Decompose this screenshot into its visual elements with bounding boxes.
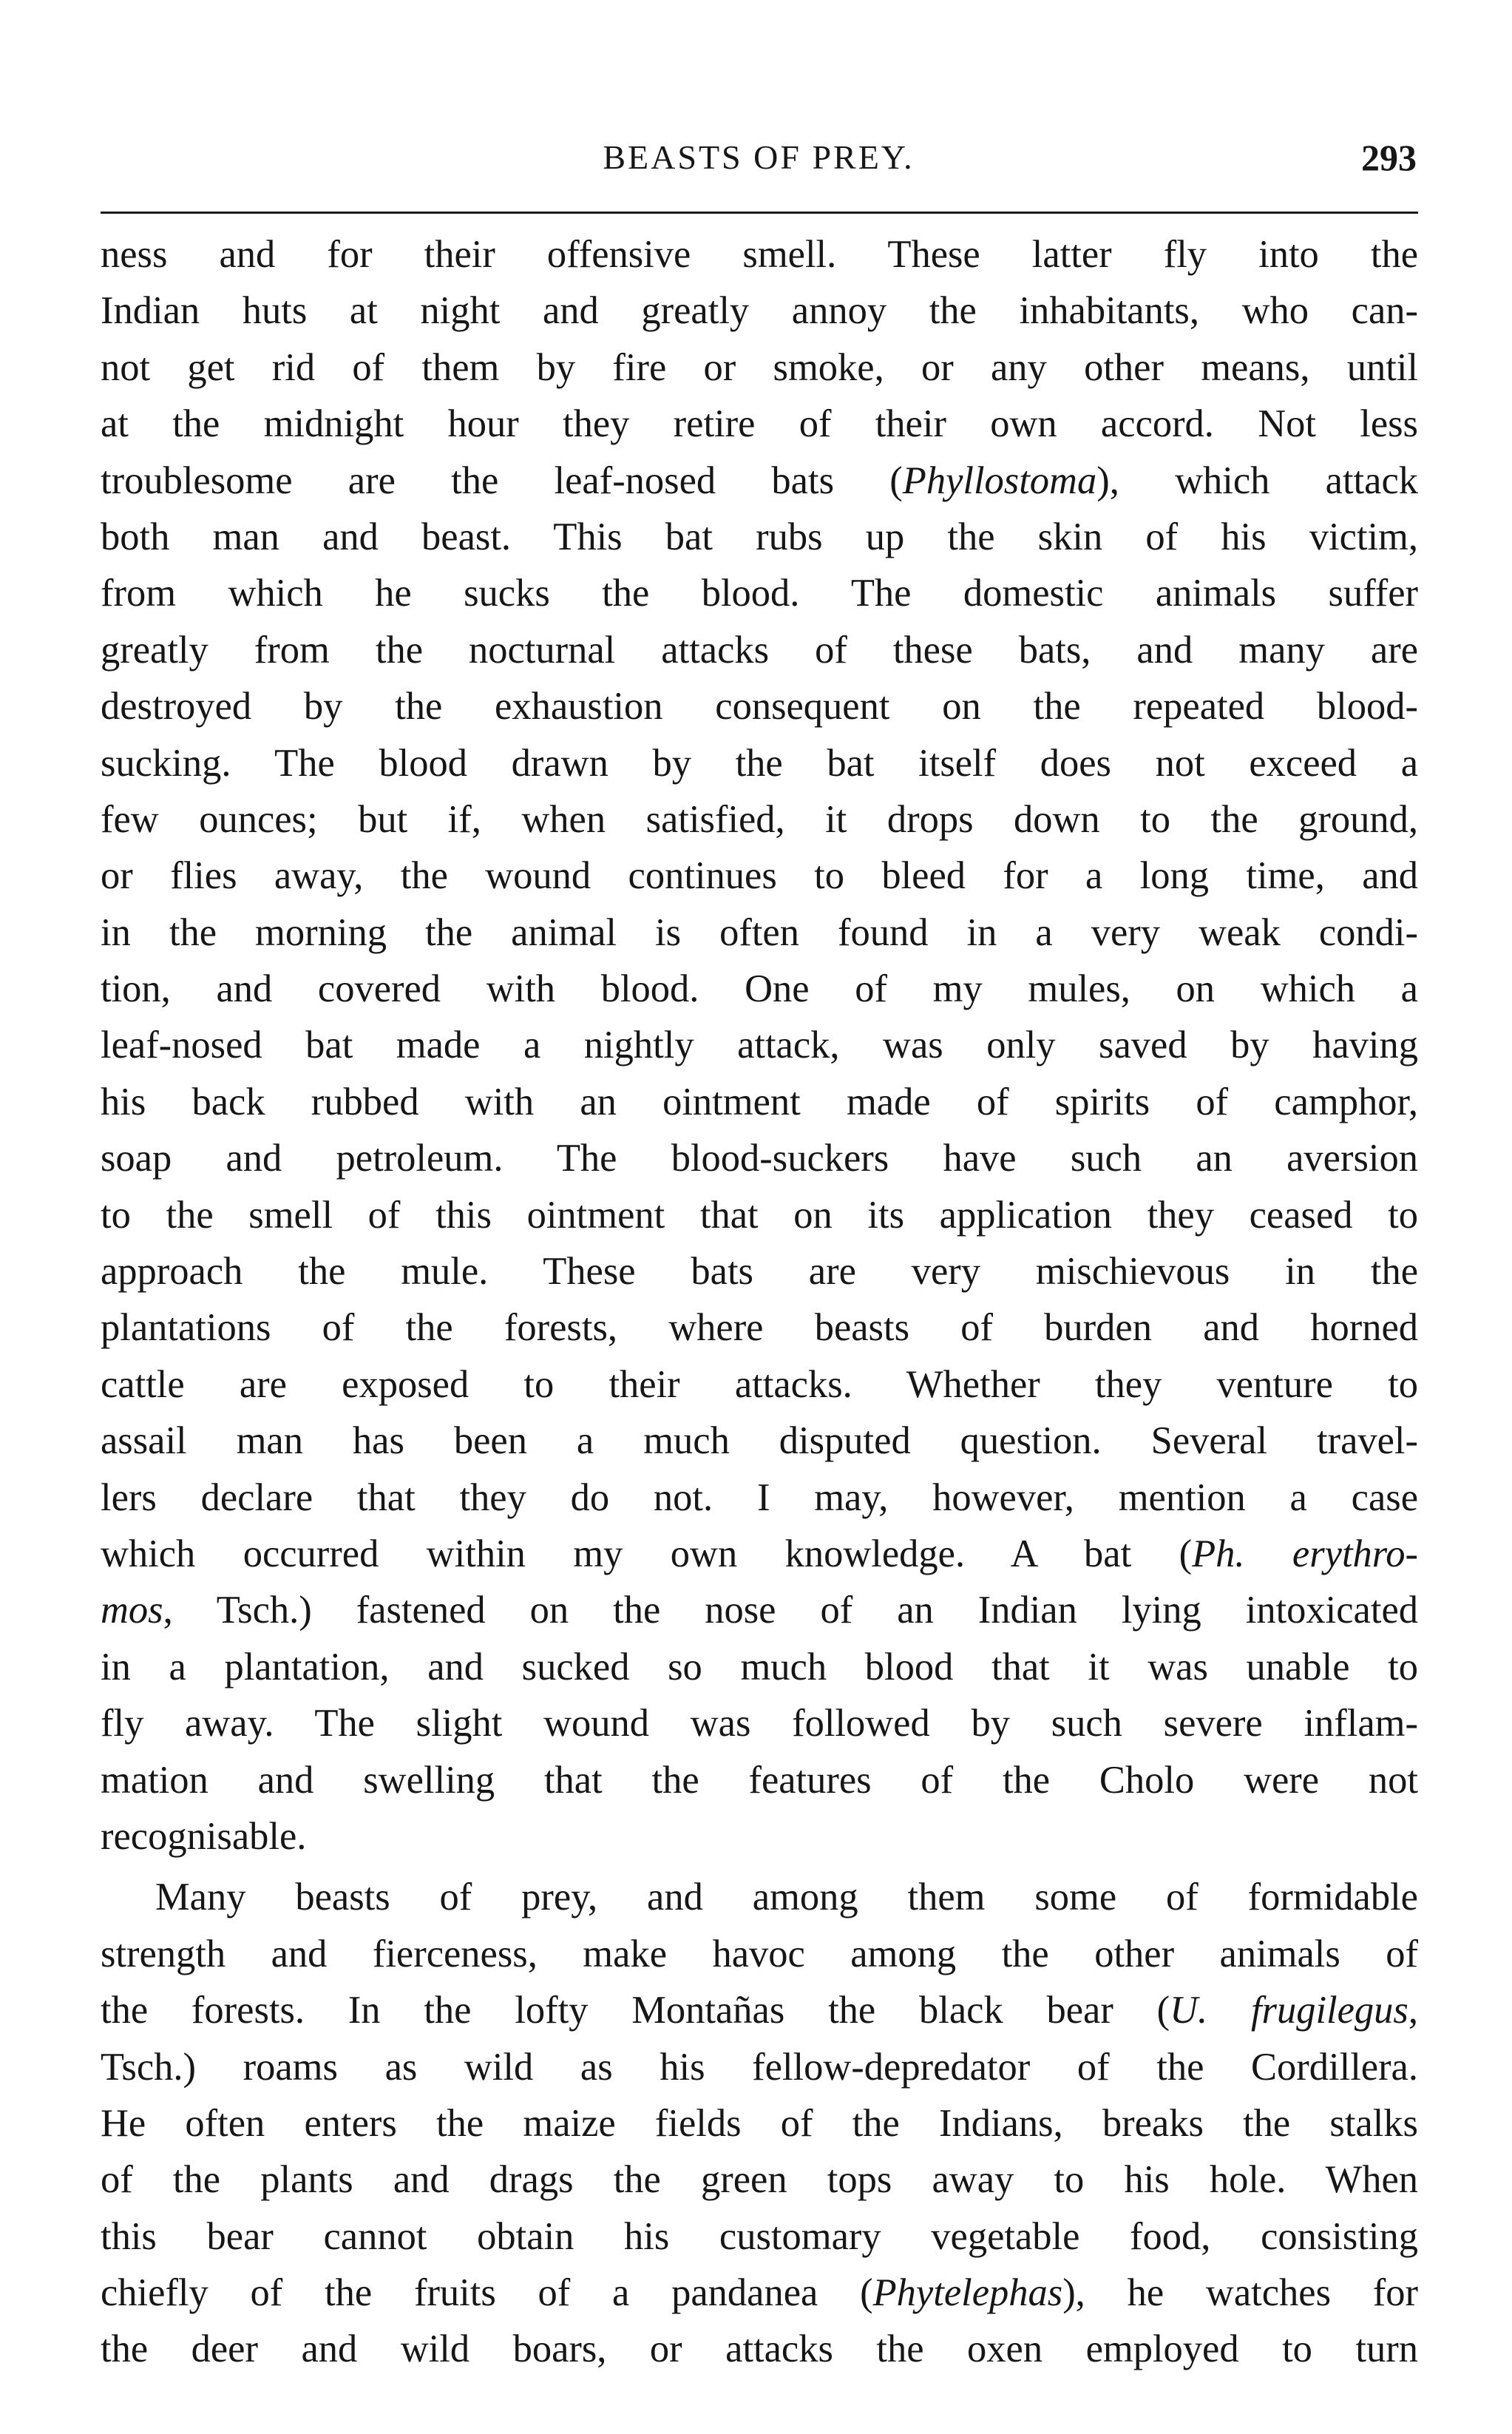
text-line: assail man has been a much disputed question. Several travel-: [101, 1419, 1418, 1463]
text-line: destroyed by the exhaustion consequent on the repeated blood-: [101, 685, 1418, 728]
text-line: fly away. The slight wound was followed by such severe inflam-: [101, 1702, 1418, 1745]
text-line: strength and fierceness, make havoc among the other animals of: [101, 1932, 1418, 1975]
text-line: greatly from the nocturnal attacks of these bats, and many are: [101, 628, 1418, 672]
text-line: few ounces; but if, when satisfied, it drops down to the ground,: [101, 797, 1418, 841]
text-line: to the smell of this ointment that on its application they ceased to: [101, 1193, 1418, 1237]
text-line: troublesome are the leaf-nosed bats (Phyllostoma), which attack: [101, 459, 1418, 502]
text-line: in a plantation, and sucked so much blood that it was unable to: [101, 1645, 1418, 1688]
text-line: or flies away, the wound continues to bleed for a long time, and: [101, 854, 1418, 898]
text-line: Indian huts at night and greatly annoy the inhabitants, who can-: [101, 289, 1418, 333]
text-line: soap and petroleum. The blood-suckers have such an aversion: [101, 1137, 1418, 1180]
text-line: of the plants and drags the green tops away to his hole. When: [101, 2158, 1418, 2202]
text-line: from which he sucks the blood. The domestic animals suffer: [101, 572, 1418, 615]
header-rule: [101, 212, 1418, 214]
page-number: 293: [1361, 137, 1417, 178]
paragraph-bats: [101, 226, 1418, 1865]
text-line: at the midnight hour they retire of their own accord. Not less: [101, 402, 1418, 446]
text-line: tion, and covered with blood. One of my mules, on which a: [101, 967, 1418, 1011]
text-line: Tsch.) roams as wild as his fellow-depredator of the Cordillera.: [101, 2045, 1418, 2089]
text-line: He often enters the maize fields of the Indians, breaks the stalks: [101, 2101, 1418, 2145]
text-line: not get rid of them by fire or smoke, or any other means, until: [101, 345, 1418, 389]
text-line: recognisable.: [101, 1814, 307, 1858]
text-line: ness and for their offensive smell. These latter fly into the: [101, 233, 1418, 276]
text-line: sucking. The blood drawn by the bat itself does not exceed a: [101, 741, 1418, 785]
text-line: mos, Tsch.) fastened on the nose of an Indian lying intoxicated: [101, 1589, 1418, 1632]
text-line: leaf-nosed bat made a nightly attack, was only saved by having: [101, 1024, 1418, 1067]
text-line: mation and swelling that the features of the Cholo were not: [101, 1758, 1418, 1802]
text-line: cattle are exposed to their attacks. Whether they venture to: [101, 1362, 1418, 1406]
paragraph-beasts-of-prey: [101, 1869, 1418, 2378]
text-line: lers declare that they do not. I may, however, mention a case: [101, 1475, 1418, 1519]
text-line: which occurred within my own knowledge. A bat (Ph. erythro-: [101, 1532, 1418, 1575]
text-line: chiefly of the fruits of a pandanea (Phytelephas), he watches for: [101, 2271, 1418, 2315]
text-line: plantations of the forests, where beasts of burden and horned: [101, 1306, 1418, 1350]
text-line: Many beasts of prey, and among them some of formidable: [155, 1876, 1418, 1919]
running-title: BEASTS OF PREY.: [603, 138, 915, 176]
text-line: approach the mule. These bats are very mischievous in the: [101, 1250, 1418, 1294]
text-line: in the morning the animal is often found in a very weak condi-: [101, 910, 1418, 954]
text-line: the forests. In the lofty Montañas the black bear (U. frugilegus,: [101, 1989, 1418, 2032]
text-line: the deer and wild boars, or attacks the oxen employed to turn: [101, 2327, 1418, 2371]
text-line: this bear cannot obtain his customary vegetable food, consisting: [101, 2214, 1418, 2258]
text-line: his back rubbed with an ointment made of spirits of camphor,: [101, 1080, 1418, 1123]
running-header: [101, 132, 1417, 183]
body-text: [101, 226, 1418, 2378]
text-line: both man and beast. This bat rubs up the skin of his victim,: [101, 515, 1418, 558]
